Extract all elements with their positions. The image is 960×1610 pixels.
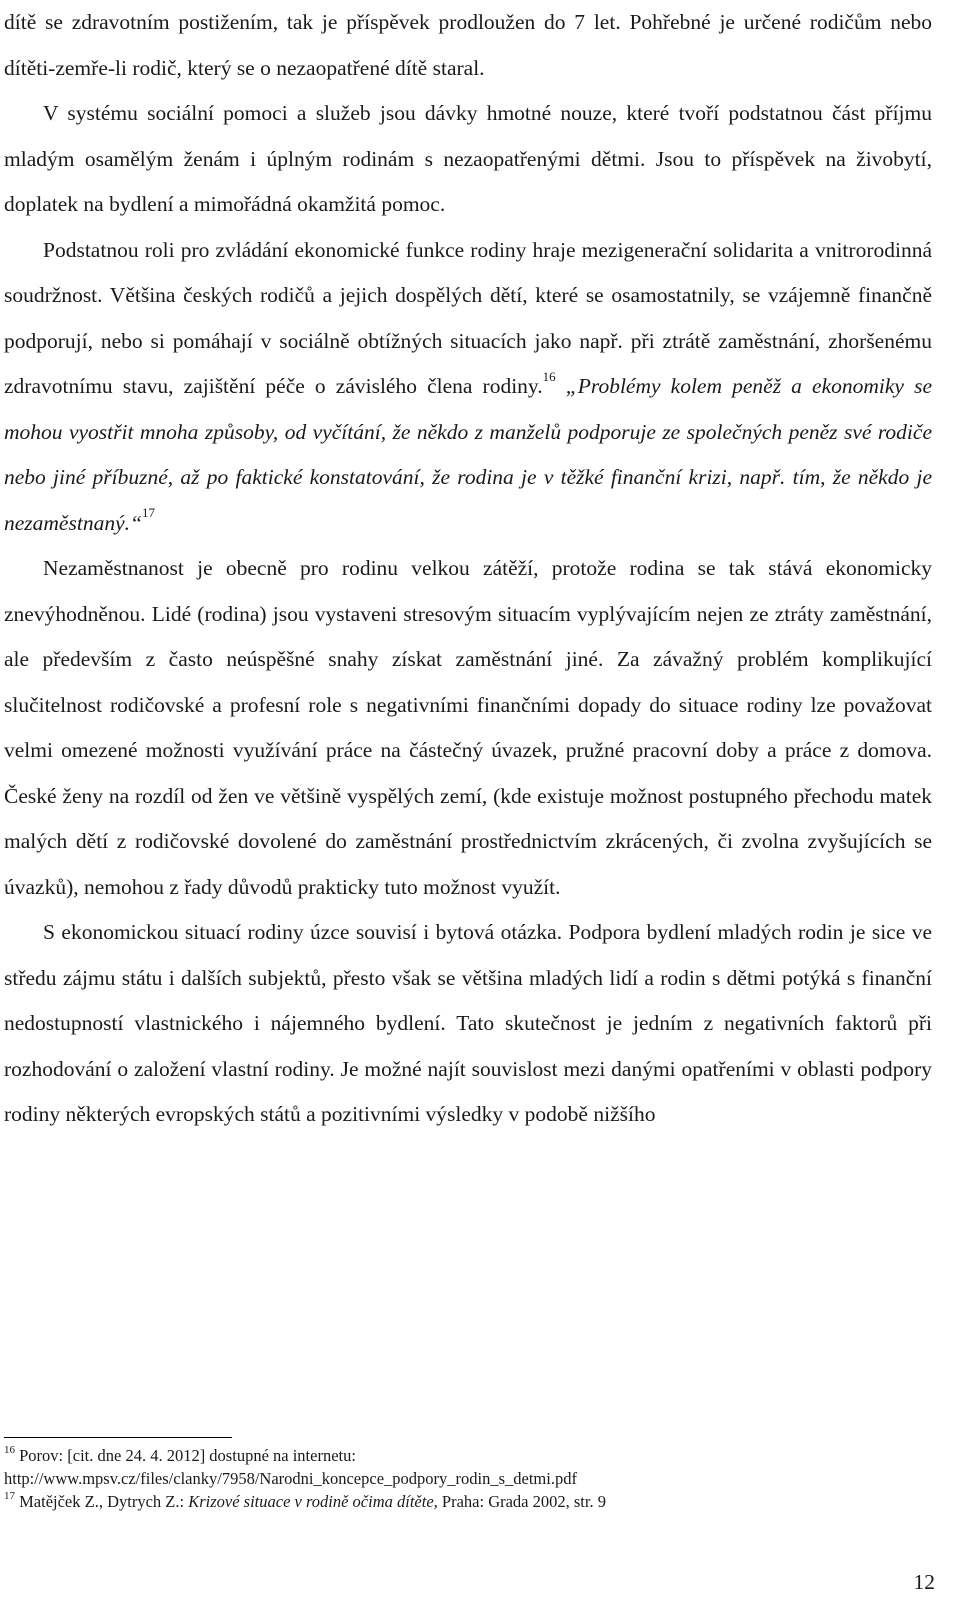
- quote: „Problémy kolem peněž a ekonomiky se mohou vyostřit mnoha způsoby, od vyčítání, že někdo z manželů podporuje ze společných peněz své rodiče nebo jiné příbuzné, až po faktické konstatování, že rodina je v těžké finanční krizi, např. tím, že někdo je nezaměstnaný.“: [4, 374, 932, 535]
- footnote-16: [4, 1444, 932, 1467]
- footnote-17-number: 17: [4, 1489, 15, 1502]
- footnote-16-number: 16: [4, 1443, 15, 1456]
- paragraph-4: Nezaměstnanost je obecně pro rodinu velkou zátěží, protože rodina se tak stává ekonomicky znevýhodněnou. Lidé (rodina) jsou vystaveni stresovým situacím vyplývajícím nejen ze ztráty zaměstnání, ale především z často neúspěšné snahy získat zaměstnání jiné. Za závažný problém komplikující slučitelnost rodičovské a profesní role s negativními finančními dopady do situace rodiny lze považovat velmi omezené možnosti využívání práce na částečný úvazek, pružné pracovní doby a práce z domova. České ženy na rozdíl od žen ve většině vyspělých zemí, (kde existuje možnost postupného přechodu matek malých dětí z rodičovské dovolené do zaměstnání prostřednictvím zkrácených, či zvolna zvyšujících se úvazků), nemohou z řady důvodů prakticky tuto možnost využít.: [4, 556, 932, 899]
- page-body: [4, 0, 932, 1138]
- footnote-separator: [4, 1437, 232, 1438]
- footnote-17-rest: Praha: Grada 2002, str. 9: [437, 1492, 606, 1511]
- footnote-ref-17[interactable]: 17: [141, 505, 155, 521]
- body-text: [4, 0, 932, 1138]
- footnotes: [4, 1444, 932, 1513]
- paragraph-3-text: Podstatnou roli pro zvládání ekonomické funkce rodiny hraje mezigenerační solidarita a vnitrorodinná soudržnost. Většina českých rodičů a jejich dospělých dětí, které se osamostatnily, se vzájemně finančně podporují, nebo si pomáhají v sociálně obtížných situacích jako např. při ztrátě zaměstnání, zhoršenému zdravotnímu stavu, zajištění péče o závislého člena rodiny.: [4, 237, 932, 398]
- paragraph-1: dítě se zdravotním postižením, tak je příspěvek prodloužen do 7 let. Pohřebné je určené rodičům nebo dítěti-zemře-li rodič, který se o nezaopatřené dítě staral.: [4, 10, 932, 80]
- footnote-16-text: Porov: [cit. dne 24. 4. 2012] dostupné na internetu:: [19, 1446, 356, 1465]
- footnote-16-url[interactable]: [4, 1467, 932, 1490]
- paragraph-2: V systému sociální pomoci a služeb jsou dávky hmotné nouze, které tvoří podstatnou část příjmu mladým osamělým ženám i úplným rodinám s nezaopatřenými dětmi. Jsou to příspěvek na živobytí, doplatek na bydlení a mimořádná okamžitá pomoc.: [4, 101, 932, 216]
- paragraph-5: S ekonomickou situací rodiny úzce souvisí i bytová otázka. Podpora bydlení mladých rodin je sice ve středu zájmu státu i dalších subjektů, přesto však se většina mladých lidí a rodin s dětmi potýká s finanční nedostupností vlastnického i nájemného bydlení. Tato skutečnost je jedním z negativních faktorů při rozhodování o založení vlastní rodiny. Je možné najít souvislost mezi danými opatřeními v oblasti podpory rodiny některých evropských států a pozitivními výsledky v podobě nižšího: [4, 920, 932, 1126]
- footnote-17-author: Matějček Z., Dytrych Z.:: [19, 1492, 189, 1511]
- footnote-16-link[interactable]: http://www.mpsv.cz/files/clanky/7958/Narodni_koncepce_podpory_rodin_s_detmi.pdf: [4, 1469, 577, 1488]
- footnote-17-title: Krizové situace v rodině očima dítěte,: [188, 1492, 438, 1511]
- footnote-17: [4, 1490, 932, 1513]
- footnote-ref-16[interactable]: 16: [542, 368, 556, 384]
- paragraph-3: [4, 228, 932, 547]
- page-number: 12: [913, 1570, 935, 1594]
